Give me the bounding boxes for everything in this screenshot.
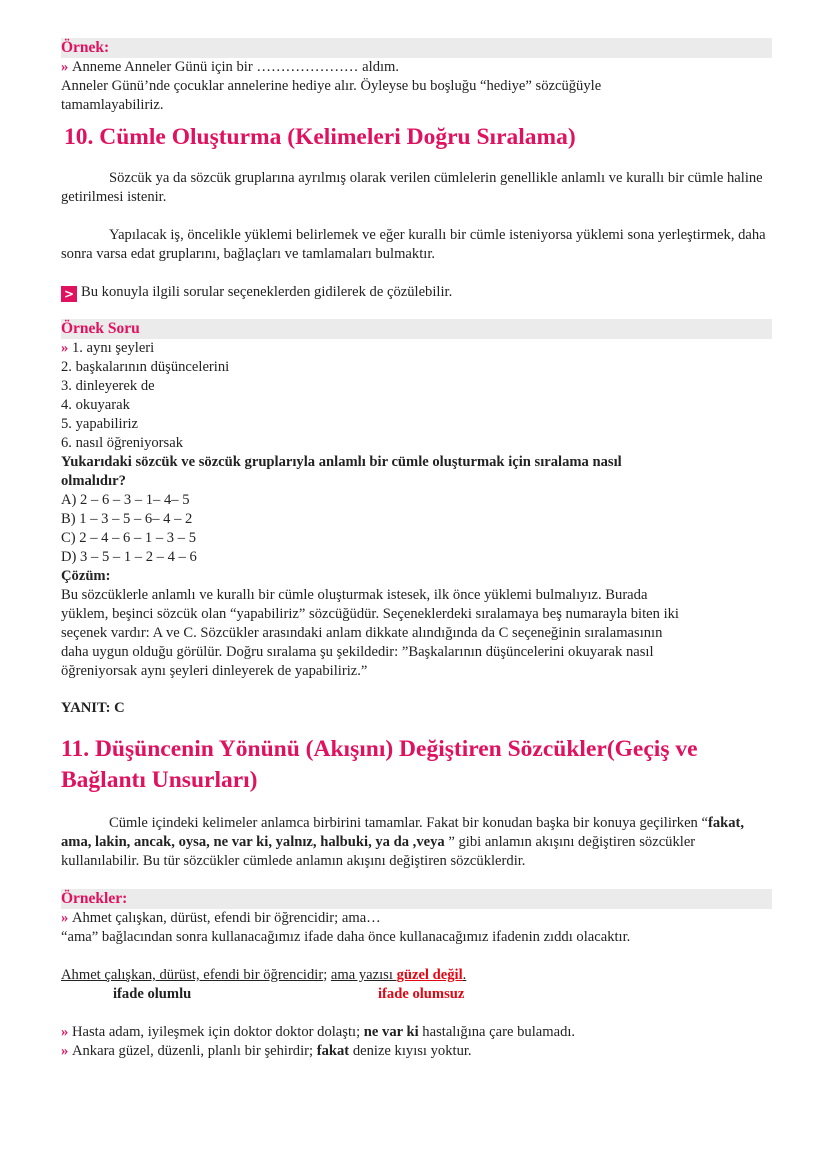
note-line: > Bu konuyla ilgili sorular seçeneklerden gidilerek de çözülebilir. — [61, 283, 772, 302]
negative-label: ifade olumsuz — [378, 986, 465, 1002]
note-arrow-icon: > — [61, 286, 77, 302]
section-10-title: 10. Cümle Oluşturma (Kelimeleri Doğru Sıralama) — [64, 124, 576, 150]
answer-options — [61, 491, 772, 567]
solution-label: Çözüm: — [61, 568, 111, 584]
bullet-arrow-icon: » — [61, 1043, 72, 1059]
option-b: B) 1 – 3 – 5 – 6– 4 – 2 — [61, 511, 193, 527]
list-item: » 1. aynı şeyleri — [61, 340, 155, 356]
question-text: Yukarıdaki sözcük ve sözcük gruplarıyla anlamlı bir cümle oluşturmak için sıralama nasıl olmalıdır? — [61, 454, 622, 489]
example-list — [61, 1023, 772, 1061]
example-body: » Anneme Anneler Günü için bir ………………… aldım. Anneler Günü’nde çocuklar annelerine hediye alır. Öyleyse bu boşluğu “hediye” sözcüğüyle tamamlayabiliriz. — [61, 59, 602, 113]
question-items — [61, 339, 772, 453]
bullet-arrow-icon: » — [61, 910, 72, 926]
answer-label: YANIT: C — [61, 700, 125, 716]
examples-heading: Örnekler: — [61, 889, 772, 909]
list-item: » Ankara güzel, düzenli, planlı bir şehirdir; fakat denize kıyısı yoktur. — [61, 1043, 472, 1059]
section-10-paragraph-1: Sözcük ya da sözcük gruplarına ayrılmış olarak verilen cümlelerin genellikle anlamlı ve kurallı bir cümle haline getirilmesi istenir. — [61, 170, 763, 205]
list-item: 6. nasıl öğreniyorsak — [61, 435, 183, 451]
list-item: 5. yapabiliriz — [61, 416, 138, 432]
option-a: A) 2 – 6 – 3 – 1– 4– 5 — [61, 492, 190, 508]
bullet-arrow-icon: » — [61, 59, 72, 75]
example-question-heading: Örnek Soru — [61, 319, 772, 339]
option-d: D) 3 – 5 – 1 – 2 – 4 – 6 — [61, 549, 197, 565]
list-item: » Hasta adam, iyileşmek için doktor doktor dolaştı; ne var ki hastalığına çare bulamadı. — [61, 1024, 576, 1040]
example-heading: Örnek: — [61, 38, 772, 58]
option-c: C) 2 – 4 – 6 – 1 – 3 – 5 — [61, 530, 196, 546]
examples-body: » Ahmet çalışkan, dürüst, efendi bir öğrencidir; ama… “ama” bağlacından sonra kullanacağımız ifade daha önce kullanacağımız ifadenin zıddı olacaktır. — [61, 910, 631, 945]
bullet-arrow-icon: » — [61, 340, 72, 356]
sentence-labels — [61, 985, 772, 1004]
positive-label: ifade olumlu — [113, 986, 192, 1002]
section-11-paragraph: Cümle içindeki kelimeler anlamca birbirini tamamlar. Fakat bir konudan başka bir konuya geçilirken “fakat, ama, lakin, ancak, oysa, ne var ki, yalnız, halbuki, ya da ,veya ” gibi anlamın akışını değiştiren sözcükler kullanılabilir. Bu tür sözcükler cümlede anlamın akışını değiştiren sözcüklerdir. — [61, 815, 745, 869]
section-11-title: 11. Düşüncenin Yönünü (Akışını) Değiştiren Sözcükler(Geçiş ve Bağlantı Unsurları) — [61, 736, 698, 793]
list-item: 3. dinleyerek de — [61, 378, 155, 394]
list-item: 4. okuyarak — [61, 397, 130, 413]
example-sentence: Ahmet çalışkan, dürüst, efendi bir öğrencidir; ama yazısı güzel değil. — [61, 967, 467, 983]
solution-text: Bu sözcüklerle anlamlı ve kurallı bir cümle oluşturmak istesek, ilk önce yüklemi bulmalıyız. Burada yüklem, beşinci sözcük olan “yapabiliriz” sözcüğüdür. Seçeneklerdeki sıralamaya beş numarayla biten iki seçenek vardır: A ve C. Sözcükler arasındaki anlam dikkate alındığında da C seçeneğinin sıralamasının daha uygun olduğu görülür. Doğru sıralama şu şekildedir: ”Başkalarının düşüncelerini okuyarak nasıl öğreniyorsak aynı şeyleri dinleyerek de yapabiliriz.” — [61, 587, 679, 679]
bullet-arrow-icon: » — [61, 1024, 72, 1040]
list-item: 2. başkalarının düşüncelerini — [61, 359, 230, 375]
document-page — [61, 38, 772, 1061]
section-10-paragraph-2: Yapılacak iş, öncelikle yüklemi belirlemek ve eğer kurallı bir cümle isteniyorsa yüklemi sona yerleştirmek, daha sonra varsa edat gruplarını, bağlaçları ve tamlamaları bulmaktır. — [61, 227, 766, 262]
